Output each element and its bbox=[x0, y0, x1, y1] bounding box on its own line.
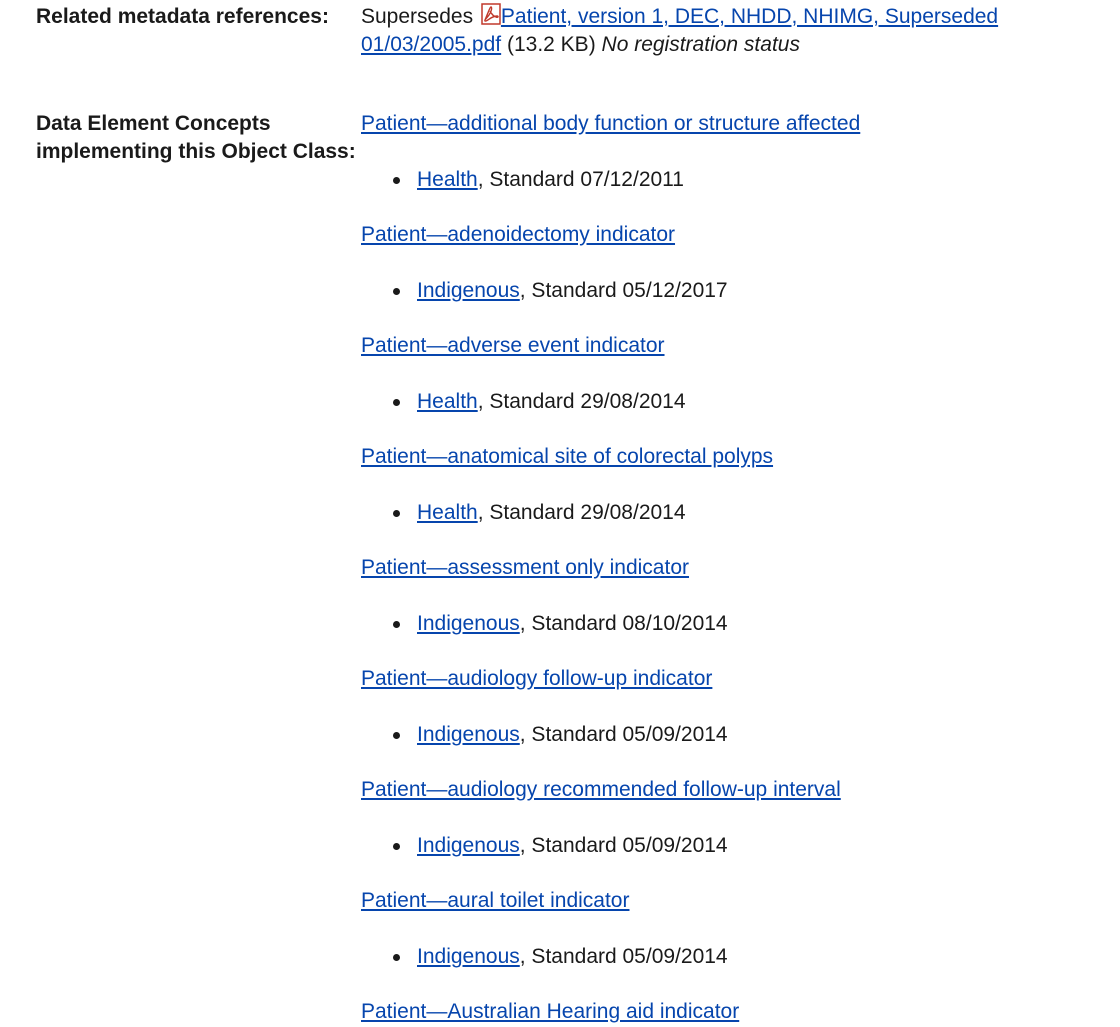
registration-list bbox=[361, 499, 1120, 527]
concept-list bbox=[361, 107, 1120, 1026]
registry-link[interactable]: Indigenous bbox=[417, 945, 520, 968]
concept-link[interactable]: Patient—adenoidectomy indicator bbox=[361, 223, 676, 246]
registry-link[interactable]: Indigenous bbox=[417, 834, 520, 857]
concept-link[interactable]: Patient—assessment only indicator bbox=[361, 556, 689, 579]
related-references-label: Related metadata references: bbox=[36, 5, 329, 28]
concept-entry bbox=[361, 998, 1120, 1026]
concept-link[interactable]: Patient—audiology recommended follow-up interval bbox=[361, 778, 841, 801]
concept-entry bbox=[361, 554, 1120, 638]
pdf-size: (13.2 KB) bbox=[501, 33, 602, 56]
concept-entry bbox=[361, 332, 1120, 416]
concept-link[interactable]: Patient—Australian Hearing aid indicator bbox=[361, 1000, 740, 1023]
registration-item bbox=[361, 277, 1120, 305]
related-references-row bbox=[36, 0, 1120, 107]
registration-item bbox=[361, 166, 1120, 194]
concept-link[interactable]: Patient—anatomical site of colorectal polyps bbox=[361, 445, 774, 468]
concept-entry bbox=[361, 665, 1120, 749]
metadata-table bbox=[36, 0, 1120, 1026]
registry-link[interactable]: Health bbox=[417, 168, 478, 191]
data-element-concepts-label: Data Element Concepts implementing this Object Class: bbox=[36, 112, 356, 163]
registration-status-text: , Standard 29/08/2014 bbox=[477, 501, 686, 524]
registration-status-text: , Standard 05/12/2017 bbox=[519, 279, 728, 302]
registration-status-text: , Standard 08/10/2014 bbox=[519, 612, 728, 635]
registration-item bbox=[361, 721, 1120, 749]
concept-entry bbox=[361, 887, 1120, 971]
concept-link[interactable]: Patient—adverse event indicator bbox=[361, 334, 665, 357]
registry-link[interactable]: Health bbox=[417, 390, 478, 413]
registration-item bbox=[361, 388, 1120, 416]
registration-list bbox=[361, 832, 1120, 860]
registration-item bbox=[361, 832, 1120, 860]
related-references-value bbox=[361, 0, 1120, 59]
concept-entry bbox=[361, 221, 1120, 305]
registration-list bbox=[361, 166, 1120, 194]
registration-item bbox=[361, 943, 1120, 971]
registry-link[interactable]: Health bbox=[417, 501, 478, 524]
pdf-icon bbox=[481, 3, 501, 25]
supersedes-text: Supersedes bbox=[361, 5, 479, 28]
registration-list bbox=[361, 721, 1120, 749]
registration-list bbox=[361, 388, 1120, 416]
registration-status-text: , Standard 05/09/2014 bbox=[519, 723, 728, 746]
concept-entry bbox=[361, 443, 1120, 527]
registration-list bbox=[361, 943, 1120, 971]
registration-status-text: , Standard 05/09/2014 bbox=[519, 834, 728, 857]
registration-list bbox=[361, 277, 1120, 305]
registration-item bbox=[361, 499, 1120, 527]
concept-link[interactable]: Patient—audiology follow-up indicator bbox=[361, 667, 713, 690]
superseded-pdf-link[interactable]: Patient, version 1, DEC, NHDD, NHIMG, Superseded 01/03/2005.pdf bbox=[361, 5, 999, 56]
registry-link[interactable]: Indigenous bbox=[417, 612, 520, 635]
concept-link[interactable]: Patient—aural toilet indicator bbox=[361, 889, 630, 912]
concept-entry bbox=[361, 110, 1120, 194]
concept-entry bbox=[361, 776, 1120, 860]
registration-status: No registration status bbox=[601, 33, 800, 56]
registration-list bbox=[361, 610, 1120, 638]
registration-status-text: , Standard 07/12/2011 bbox=[477, 168, 684, 191]
data-element-concepts-row bbox=[36, 107, 1120, 1026]
registration-item bbox=[361, 610, 1120, 638]
concept-link[interactable]: Patient—additional body function or structure affected bbox=[361, 112, 861, 135]
registration-status-text: , Standard 29/08/2014 bbox=[477, 390, 686, 413]
registry-link[interactable]: Indigenous bbox=[417, 279, 520, 302]
registration-status-text: , Standard 05/09/2014 bbox=[519, 945, 728, 968]
registry-link[interactable]: Indigenous bbox=[417, 723, 520, 746]
